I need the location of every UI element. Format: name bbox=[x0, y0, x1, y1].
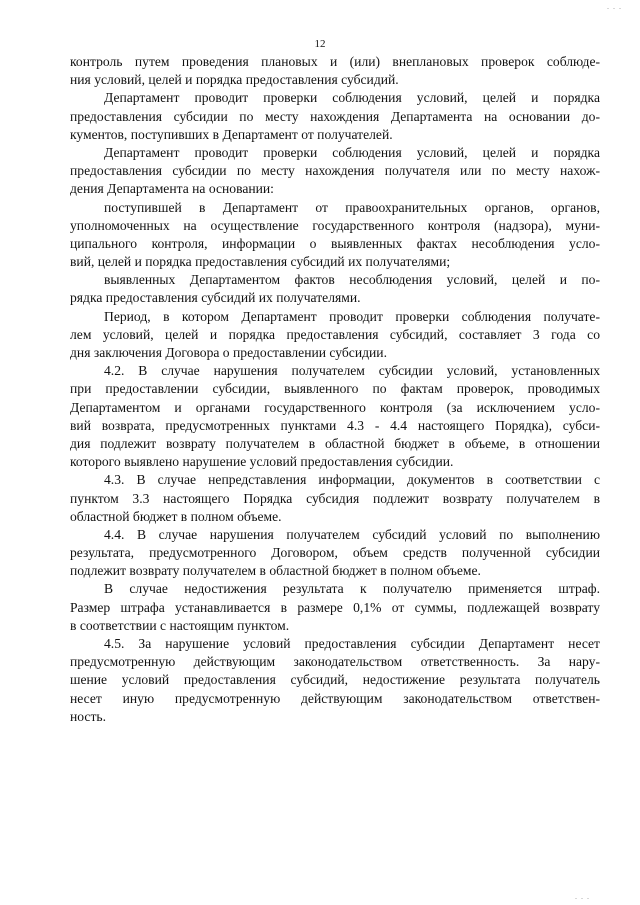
text-line: пунктом 3.3 настоящего Порядка субсидия подлежит возврату получателем в bbox=[70, 490, 600, 506]
text-line: поступившей в Департамент от правоохранительных органов, органов, bbox=[104, 199, 600, 215]
scan-corner-mark-bottom: . . . bbox=[575, 892, 590, 901]
text-line: Департамент проводит проверки соблюдения условий, целей и порядка bbox=[104, 144, 600, 160]
scan-corner-mark-top: . . . bbox=[607, 2, 622, 11]
text-line: 4.5. За нарушение условий предоставления субсидии Департамент несет bbox=[104, 636, 600, 651]
document-body bbox=[70, 53, 600, 726]
text-line: Размер штрафа устанавливается в размере 0,1% от суммы, подлежащей возврату bbox=[70, 599, 600, 615]
text-line: 4.2. В случае нарушения получателем субсидии условий, установленных bbox=[104, 363, 600, 379]
text-line: Период, в котором Департамент проводит проверки соблюдения получате- bbox=[104, 308, 600, 324]
text-line: выявленных Департаментом фактов несоблюдения условий, целей и по- bbox=[104, 272, 600, 288]
text-line: предусмотренную действующим законодательством ответственность. За нару- bbox=[70, 654, 600, 670]
text-line: шение условий предоставления субсидий, недостижение результата получатель bbox=[70, 672, 600, 688]
text-line: предоставления субсидии по месту нахождения получателя или по месту нахож- bbox=[70, 163, 600, 179]
text-line: В случае недостижения результата к получателю применяется штраф. bbox=[104, 581, 600, 597]
text-line: 4.3. В случае непредставления информации, документов в соответствии с bbox=[104, 472, 600, 488]
text-line: ния условий, целей и порядка предоставления субсидий. bbox=[70, 72, 399, 88]
text-line: предоставления субсидии по месту нахождения Департамента на основании до- bbox=[70, 108, 600, 124]
text-line: дия подлежит возврату получателем в областной бюджет в объеме, в отношении bbox=[70, 435, 600, 451]
text-line: вий, целей и порядка предоставления субсидий их получателями; bbox=[70, 254, 451, 270]
text-line: которого выявлено нарушение условий предоставления субсидии. bbox=[70, 454, 454, 470]
text-line: ность. bbox=[70, 708, 106, 724]
text-line: в соответствии с настоящим пунктом. bbox=[70, 617, 290, 633]
text-line: областной бюджет в полном объеме. bbox=[70, 508, 282, 524]
text-line: кументов, поступивших в Департамент от получателей. bbox=[70, 126, 393, 142]
text-line: результата, предусмотренного Договором, объем средств полученной субсидии bbox=[70, 545, 600, 561]
text-line: лем условий, целей и порядка предоставления субсидий, составляет 3 года со bbox=[70, 326, 600, 342]
text-line: дения Департамента на основании: bbox=[70, 181, 274, 197]
text-line: ципального контроля, информации о выявленных фактах несоблюдения усло- bbox=[70, 235, 600, 251]
text-line: 4.4. В случае нарушения получателем субсидий условий по выполнению bbox=[104, 526, 600, 542]
text-line: Департамент проводит проверки соблюдения условий, целей и порядка bbox=[104, 90, 600, 106]
text-line: уполномоченных на осуществление государственного контроля (надзора), муни- bbox=[70, 217, 600, 233]
text-line: Департаментом и органами государственного контроля (за исключением усло- bbox=[70, 399, 600, 415]
text-line: при предоставлении субсидии, выявленного по фактам проверок, проводимых bbox=[70, 381, 600, 397]
text-line: дня заключения Договора о предоставлении субсидии. bbox=[70, 345, 387, 360]
text-line: несет иную предусмотренную действующим законодательством ответствен- bbox=[70, 690, 600, 706]
page-number: 12 bbox=[314, 38, 326, 50]
text-line: контроль путем проведения плановых и (или) внеплановых проверок соблюде- bbox=[70, 54, 600, 69]
text-line: рядка предоставления субсидий их получателями. bbox=[70, 290, 361, 306]
text-line: вий возврата, предусмотренных пунктами 4.3 - 4.4 настоящего Порядка), субси- bbox=[70, 417, 600, 433]
text-line: подлежит возврату получателем в областной бюджет в полном объеме. bbox=[70, 563, 481, 579]
